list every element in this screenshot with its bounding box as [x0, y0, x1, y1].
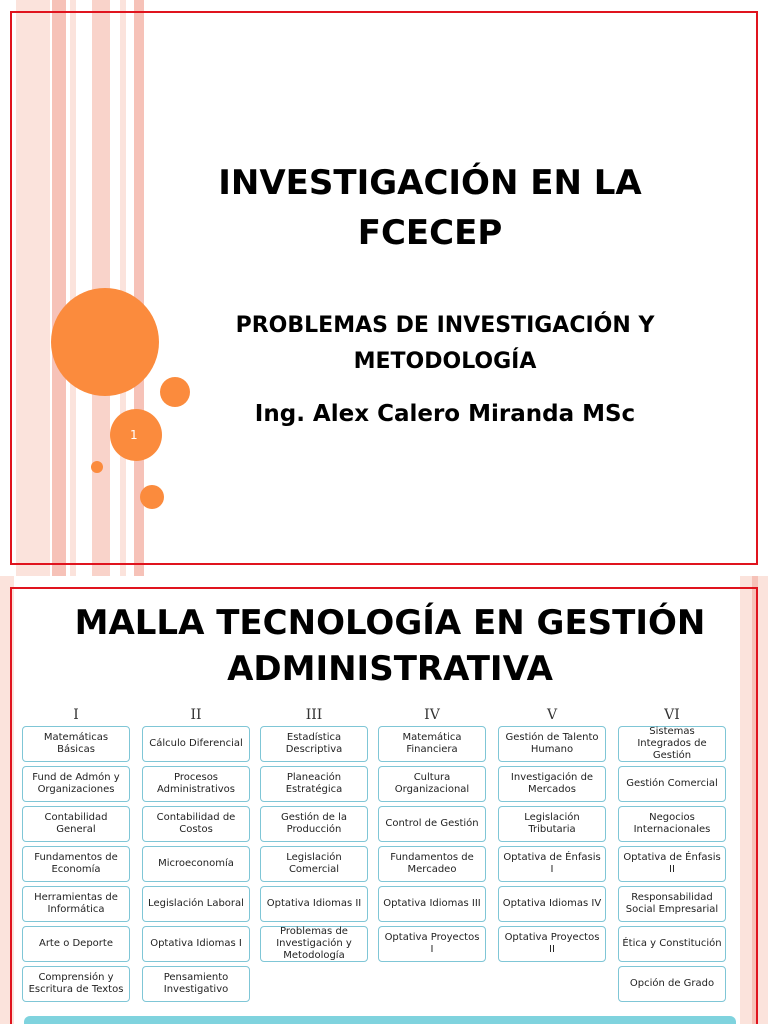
page-number: 1 — [130, 428, 138, 442]
course-box: Procesos Administrativos — [142, 766, 250, 802]
title-line-1: MALLA TECNOLOGÍA EN GESTIÓN — [74, 603, 706, 643]
course-box: Herramientas de Informática — [22, 886, 130, 922]
course-box: Pensamiento Investigativo — [142, 966, 250, 1002]
course-box: Estadística Descriptiva — [260, 726, 368, 762]
title-line-2: FCECEP — [357, 213, 503, 253]
course-box: Problemas de Investigación y Metodología — [260, 926, 368, 962]
course-box: Gestión de Talento Humano — [498, 726, 606, 762]
course-box: Arte o Deporte — [22, 926, 130, 962]
course-box: Optativa Idiomas IV — [498, 886, 606, 922]
semester-heading: II — [190, 707, 202, 723]
course-box: Negocios Internacionales — [618, 806, 726, 842]
decor-circle-large — [51, 288, 159, 396]
subtitle-line-1: PROBLEMAS DE INVESTIGACIÓN Y — [235, 313, 655, 338]
title-line-2: ADMINISTRATIVA — [227, 649, 553, 689]
course-box: Optativa Idiomas II — [260, 886, 368, 922]
semester-heading: IV — [424, 707, 440, 723]
course-box: Optativa de Énfasis II — [618, 846, 726, 882]
slide-title — [40, 600, 740, 692]
semester-heading: VI — [664, 707, 680, 723]
course-box: Matemática Financiera — [378, 726, 486, 762]
course-box: Control de Gestión — [378, 806, 486, 842]
course-box: Gestión de la Producción — [260, 806, 368, 842]
semester-heading: I — [73, 707, 79, 723]
course-box: Contabilidad General — [22, 806, 130, 842]
course-box: Legislación Laboral — [142, 886, 250, 922]
course-box: Fundamentos de Economía — [22, 846, 130, 882]
course-box: Responsabilidad Social Empresarial — [618, 886, 726, 922]
slide-title — [170, 158, 690, 258]
course-box: Legislación Tributaria — [498, 806, 606, 842]
course-box: Microeconomía — [142, 846, 250, 882]
course-box: Investigación de Mercados — [498, 766, 606, 802]
course-box: Gestión Comercial — [618, 766, 726, 802]
course-box: Optativa Proyectos I — [378, 926, 486, 962]
subtitle-line-2: METODOLOGÍA — [353, 349, 537, 374]
course-box: Fundamentos de Mercadeo — [378, 846, 486, 882]
decor-circle-small — [140, 485, 164, 509]
course-box: Planeación Estratégica — [260, 766, 368, 802]
course-box: Optativa Idiomas III — [378, 886, 486, 922]
bottom-bar — [24, 1016, 736, 1024]
course-box: Optativa Proyectos II — [498, 926, 606, 962]
course-box: Legislación Comercial — [260, 846, 368, 882]
semester-heading: III — [305, 707, 323, 723]
course-box: Fund de Admón y Organizaciones — [22, 766, 130, 802]
course-box: Optativa de Énfasis I — [498, 846, 606, 882]
course-box: Cultura Organizacional — [378, 766, 486, 802]
curriculum-slide — [0, 576, 768, 1024]
slide-frame — [10, 11, 758, 565]
course-box: Cálculo Diferencial — [142, 726, 250, 762]
course-box: Matemáticas Básicas — [22, 726, 130, 762]
subtitle — [180, 308, 710, 380]
title-line-1: INVESTIGACIÓN EN LA — [218, 163, 642, 203]
author: Ing. Alex Calero Miranda MSc — [254, 401, 636, 427]
course-box: Opción de Grado — [618, 966, 726, 1002]
course-box: Sistemas Integrados de Gestión — [618, 726, 726, 762]
course-box: Optativa Idiomas I — [142, 926, 250, 962]
decor-circle-tiny — [91, 461, 103, 473]
course-box: Comprensión y Escritura de Textos — [22, 966, 130, 1002]
course-box: Ética y Constitución — [618, 926, 726, 962]
semester-heading: V — [546, 707, 558, 723]
course-box: Contabilidad de Costos — [142, 806, 250, 842]
